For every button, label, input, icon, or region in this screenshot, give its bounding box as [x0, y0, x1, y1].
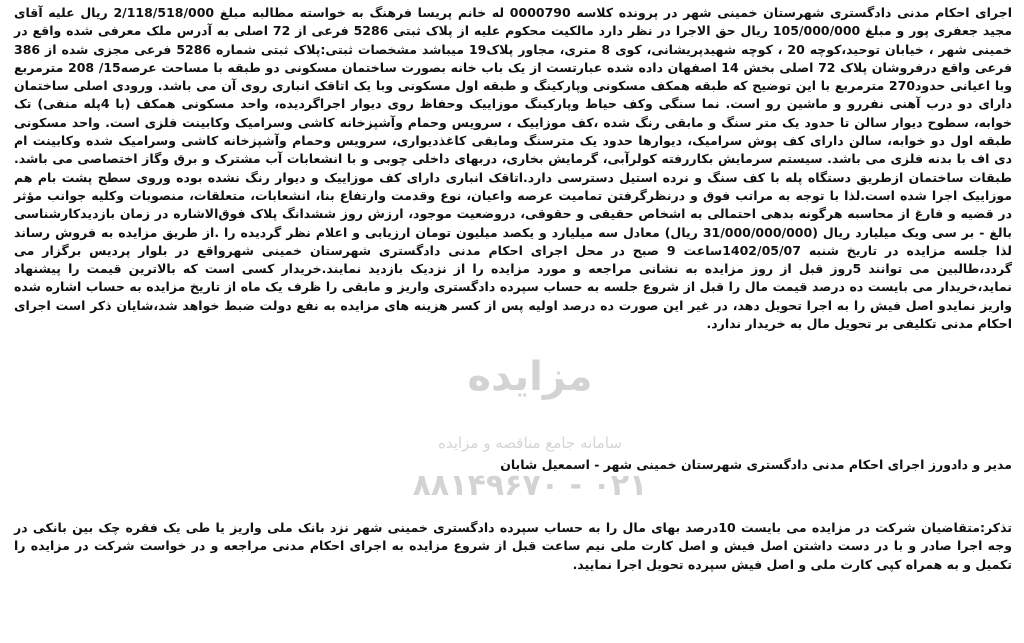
notice-body-paragraph: اجرای احکام مدنی دادگستری شهرستان خمینی شهر در پرونده کلاسه 0000790 له خانم پریسا فرهنگ به خواسته مطالبه مبلغ 2/118/518/000 ریال علیه آقای مجید جعفری پور و مبلغ 105/000/000 ریال حق الاجرا در نظر دارد مالکیت محکوم علیه از پلاک ثبتی 5286 فرعی از 72 اصلی به آدرس ملک معرفی شده واقع در خمینی شهر ، خیابان توحید،کوچه 20 ، کوچه شهیدپریشانی، کوی 8 متری، مجاور پلاک19 میباشد مشخصات ثبتی:پلاک ثبتی شماره 5286 فرعی مجزی شده از 386 فرعی واقع درفروشان پلاک 72 اصلی بخش 14 اصفهان داده شده عبارتست از یک باب خانه بصورت ساختمان مسکونی دو طبقه با مساحت عرصه15/ 208 مترمربع وبا اعیانی حدود270 مترمربع با این توضیح که طبقه همکف مسکونی وپارکینگ و طبقه اول مسکونی وبا یک اتاقک انباری روی آن می باشد. ورودی اصلی ساختمان دارای دو درب آهنی نفررو و ماشین رو است. نما سنگی وکف حیاط وپارکینگ موزاییک وحفاظ روی دیوار اجراگردیده، واحد مسکونی همکف (با 4پله منفی) تک خوابه، سطوح دیوار سالن تا حدود یک متر سنگ و مابقی رنگ شده ،کف موزاییک ، سرویس وحمام وآشپزخانه کاشی وسرامیک وکابینت فلزی است. واحد مسکونی طبقه اول دو خوابه، سالن دارای کف پوش سرامیک، دیوارها حدود یک مترسنگ ومابقی کاغذدیواری، سرویس وحمام وآشپزخانه کاشی وسرامیک شده وکابینت ام دی اف با بدنه فلزی می باشد. سیستم سرمایش بکاررفته کولرآبی، گرمایش بخاری، دربهای داخلی چوبی و با انشعابات آب مشترک و برق وگاز اختصاصی می باشد. طبقات ساختمان ازطریق دستگاه پله با کف سنگ و نرده استیل دسترسی دارد.اتاقک انباری دارای کف موزاییک و دیوار رنگ نشده بوده وروی سطح پشت بام هم موزاییک اجرا شده است.لذا با توجه به مراتب فوق و درنظرگرفتن تمامیت عرصه واعیان، نوع وقدمت وارتفاع بنا، انشعابات، متعلقات، منصوبات وکلیه جوانب مؤثر در قضیه و فارغ از محاسبه هرگونه بدهی احتمالی به اشخاص حقیقی و حقوقی، دروضعیت موجود، ارزش روز ششدانگ پلاک فوق‌الاشاره در زمان بازدیدکارشناسی بالغ - بر سی ویک میلیارد ریال (31/000/000/000 ریال) معادل سه میلیارد و یکصد میلیون تومان ارزیابی و اعلام نظر گردیده را .از طریق مزایده به فروش رساند لذا جلسه مزایده در تاریخ شنبه 1402/05/07ساعت 9 صبح در محل اجرای احکام مدنی دادگستری شهرستان خمینی شهرواقع در بلوار پردیس برگزار می گردد،طالبین می توانند 5روز قبل از روز مزایده به نشانی مراجعه و مورد مزایده را از نزدیک بازدید نمایند.خریدار کسی است که بالاترین قیمت را پیشنهاد نماید،خریدار می بایست ده درصد قیمت مال را قبل از شروع جلسه به حساب سپرده دادگستری واریز و مابقی را ظرف یک ماه از تاریخ مزایده به حساب اشاره شده واریز نمایدو اصل فیش را به اجرا تحویل دهد، در غیر این صورت ده درصد اولیه پس از کسر هزینه های مزایده به نفع دولت ضبط خواهد شد،شایان ذکر است اجرای احکام مدنی تکلیفی بر تحویل مال به خریدار ندارد. [14, 5, 1013, 332]
notice-reminder-paragraph: تذکر:متقاضیان شرکت در مزایده می بایست 10درصد بهای مال را به حساب سپرده دادگستری خمینی شهر نزد بانک ملی واریز یا طی یک فقره چک بین بانکی در وجه اجرا صادر و با در دست داشتن اصل فیش و اصل کارت ملی نیم ساعت قبل از شروع مزایده به اجرای احکام مدنی مراجعه و در خواست شرکت در مزایده را تکمیل و به همراه کپی کارت ملی و اصل فیش سپرده تحویل اجرا نمایید. [14, 520, 1012, 572]
svg-text:سامانه جامع مناقصه و مزایده: سامانه جامع مناقصه و مزایده [438, 434, 622, 452]
notice-signature: مدیر و دادورز اجرای احکام مدنی دادگستری شهرستان خمینی شهر - اسمعیل شابان [500, 457, 1012, 472]
svg-text:۰۲۱ - ۸۸۱۴۹۶۷۰: ۰۲۱ - ۸۸۱۴۹۶۷۰ [412, 468, 648, 503]
svg-text:مزایده: مزایده [467, 354, 593, 400]
